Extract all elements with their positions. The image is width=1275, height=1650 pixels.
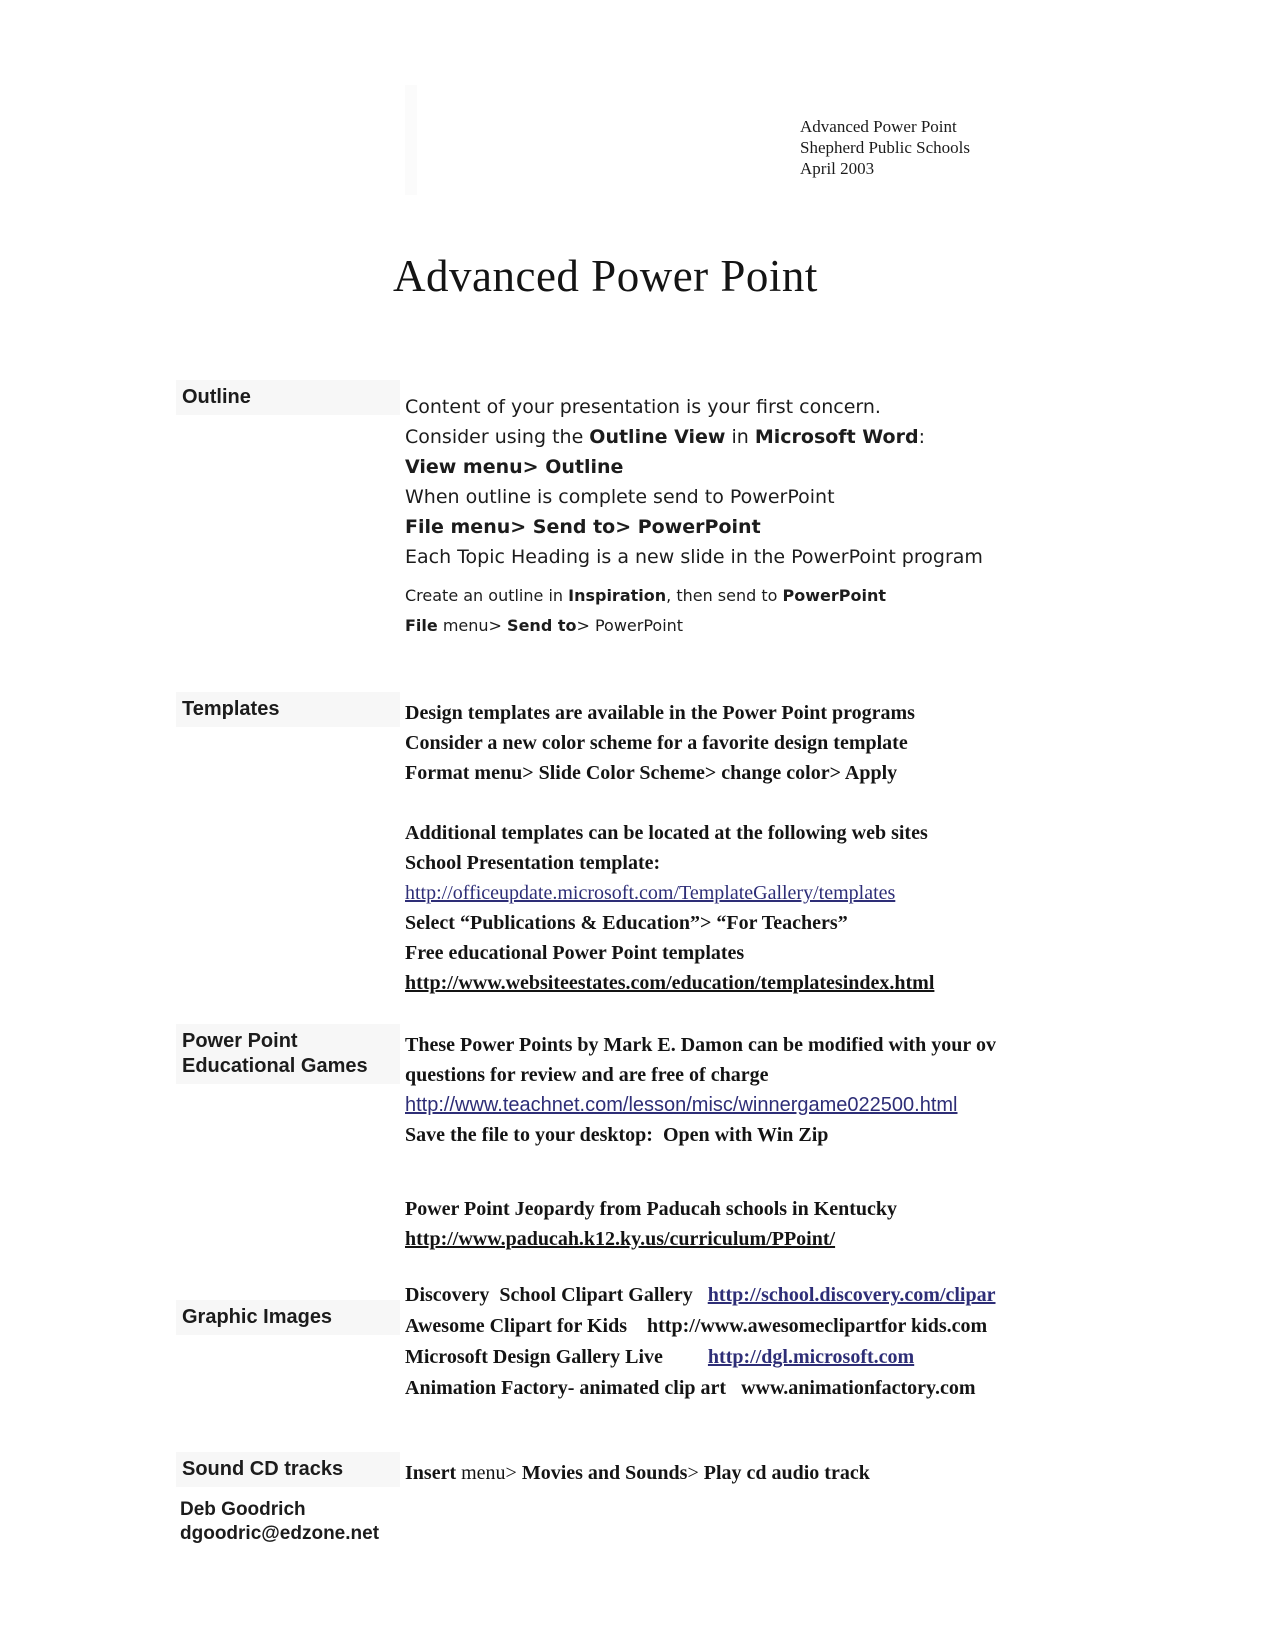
section-label-text: Templates bbox=[182, 698, 280, 720]
text-segment: Power Point Jeopardy from Paducah schools in Kentucky bbox=[405, 1198, 898, 1220]
text-line bbox=[405, 818, 1047, 848]
section-label-educational-games bbox=[176, 1024, 400, 1084]
section-label-text: Outline bbox=[182, 386, 251, 408]
outline-section-content bbox=[405, 392, 1047, 641]
link-paducah-ppoint[interactable]: http://www.paducah.k12.ky.us/curriculum/PPoint/ bbox=[405, 1228, 836, 1250]
text-segment: Awesome Clipart for Kids http://www.awesomeclipartfor kids.com bbox=[405, 1315, 988, 1337]
text-line bbox=[405, 1194, 1047, 1224]
document-header-block bbox=[800, 116, 970, 179]
section-label-sound-cd-tracks bbox=[176, 1452, 400, 1487]
text-segment: menu> bbox=[437, 616, 508, 635]
footer-author-name: Deb Goodrich bbox=[180, 1499, 306, 1520]
text-line bbox=[405, 848, 1047, 878]
text-line bbox=[405, 482, 1047, 512]
link-teachnet-winnergame[interactable]: http://www.teachnet.com/lesson/misc/winnergame022500.html bbox=[405, 1094, 958, 1116]
scan-artifact-strip bbox=[405, 85, 417, 195]
text-segment: Send to bbox=[507, 616, 577, 635]
text-segment: Select “Publications & Education”> “For Teachers” bbox=[405, 912, 848, 934]
section-label-text: Graphic Images bbox=[182, 1306, 333, 1328]
text-segment: Play cd audio track bbox=[703, 1462, 870, 1484]
educational-games-section-content bbox=[405, 1030, 1047, 1254]
text-segment: Consider using the bbox=[405, 426, 590, 448]
text-segment: Format menu> Slide Color Scheme> change color> Apply bbox=[405, 762, 898, 784]
text-line bbox=[405, 908, 1047, 938]
text-segment: Inspiration bbox=[568, 586, 667, 605]
text-line bbox=[405, 1060, 1047, 1090]
link-websiteestates[interactable]: http://www.websiteestates.com/education/templatesindex.html bbox=[405, 972, 935, 994]
link-officeupdate-templates[interactable]: http://officeupdate.microsoft.com/TemplateGallery/templates bbox=[405, 882, 896, 904]
text-line bbox=[405, 698, 1047, 728]
text-segment: These Power Points by Mark E. Damon can be modified with your ov bbox=[405, 1034, 996, 1056]
text-line bbox=[405, 1030, 1047, 1060]
text-segment: Microsoft Word bbox=[754, 426, 919, 448]
text-segment: View menu> Outline bbox=[405, 456, 624, 478]
templates-section-content bbox=[405, 698, 1047, 998]
text-segment: Outline View bbox=[589, 426, 726, 448]
text-line bbox=[405, 1311, 1047, 1342]
sound-cd-tracks-section-content bbox=[405, 1458, 1047, 1488]
link-discovery-clipart[interactable]: http://school.discovery.com/clipar bbox=[707, 1284, 996, 1306]
text-line bbox=[405, 1280, 1047, 1311]
text-segment: Each Topic Heading is a new slide in the PowerPoint program bbox=[405, 546, 983, 568]
section-label-graphic-images bbox=[176, 1300, 400, 1335]
text-segment: School Presentation template: bbox=[405, 852, 661, 874]
text-segment: Additional templates can be located at the following web sites bbox=[405, 822, 928, 844]
text-line bbox=[405, 1090, 1047, 1120]
text-line bbox=[405, 611, 1047, 641]
text-segment: : bbox=[918, 426, 925, 448]
text-segment: in bbox=[725, 426, 755, 448]
text-line bbox=[405, 392, 1047, 422]
text-line bbox=[405, 512, 1047, 542]
text-segment: Animation Factory- animated clip art www.animationfactory.com bbox=[405, 1377, 976, 1399]
text-line bbox=[405, 1224, 1047, 1254]
text-line bbox=[405, 1373, 1047, 1404]
text-segment: questions for review and are free of charge bbox=[405, 1064, 769, 1086]
text-segment: > bbox=[687, 1462, 704, 1484]
header-title-line: Advanced Power Point bbox=[800, 117, 957, 136]
spacer-line bbox=[405, 788, 1047, 818]
text-segment: Content of your presentation is your first concern. bbox=[405, 396, 881, 418]
text-segment: File menu> Send to> PowerPoint bbox=[405, 516, 761, 538]
footer-author-email: dgoodric@edzone.net bbox=[180, 1523, 380, 1544]
text-segment: Consider a new color scheme for a favorite design template bbox=[405, 732, 908, 754]
section-label-text: Sound CD tracks bbox=[182, 1458, 344, 1480]
text-segment: Save the file to your desktop: Open with Win Zip bbox=[405, 1124, 829, 1146]
text-segment: , then send to bbox=[666, 586, 783, 605]
footer-contact-block bbox=[180, 1498, 379, 1546]
text-segment: PowerPoint bbox=[782, 586, 886, 605]
link-dgl-microsoft[interactable]: http://dgl.microsoft.com bbox=[707, 1346, 915, 1368]
text-segment: Create an outline in bbox=[405, 586, 569, 605]
text-segment: menu> bbox=[456, 1462, 522, 1484]
text-segment: File bbox=[405, 616, 438, 635]
text-line bbox=[405, 878, 1047, 908]
section-label-templates bbox=[176, 692, 400, 727]
header-date-line: April 2003 bbox=[800, 159, 875, 178]
text-line bbox=[405, 452, 1047, 482]
text-segment: > PowerPoint bbox=[576, 616, 684, 635]
spacer-line bbox=[405, 1150, 1047, 1194]
text-line bbox=[405, 422, 1047, 452]
section-label-text: Power Point bbox=[182, 1030, 298, 1052]
text-segment: Free educational Power Point templates bbox=[405, 942, 745, 964]
text-segment: Movies and Sounds bbox=[521, 1462, 688, 1484]
text-line bbox=[405, 758, 1047, 788]
text-segment: Discovery School Clipart Gallery bbox=[405, 1284, 708, 1306]
text-line bbox=[405, 581, 1047, 611]
graphic-images-section-content bbox=[405, 1280, 1047, 1404]
section-label-outline bbox=[176, 380, 400, 415]
text-line bbox=[405, 542, 1047, 572]
text-line bbox=[405, 1458, 1047, 1488]
text-line bbox=[405, 938, 1047, 968]
text-line bbox=[405, 968, 1047, 998]
header-school-line: Shepherd Public Schools bbox=[800, 138, 970, 157]
text-line bbox=[405, 1342, 1047, 1373]
text-line bbox=[405, 1120, 1047, 1150]
section-label-text: Educational Games bbox=[182, 1055, 368, 1077]
text-segment: Microsoft Design Gallery Live bbox=[405, 1346, 708, 1368]
page-title: Advanced Power Point bbox=[393, 251, 818, 301]
text-segment: Insert bbox=[405, 1462, 457, 1484]
text-segment: Design templates are available in the Power Point programs bbox=[405, 702, 915, 724]
text-segment: When outline is complete send to PowerPoint bbox=[405, 486, 835, 508]
text-line bbox=[405, 728, 1047, 758]
